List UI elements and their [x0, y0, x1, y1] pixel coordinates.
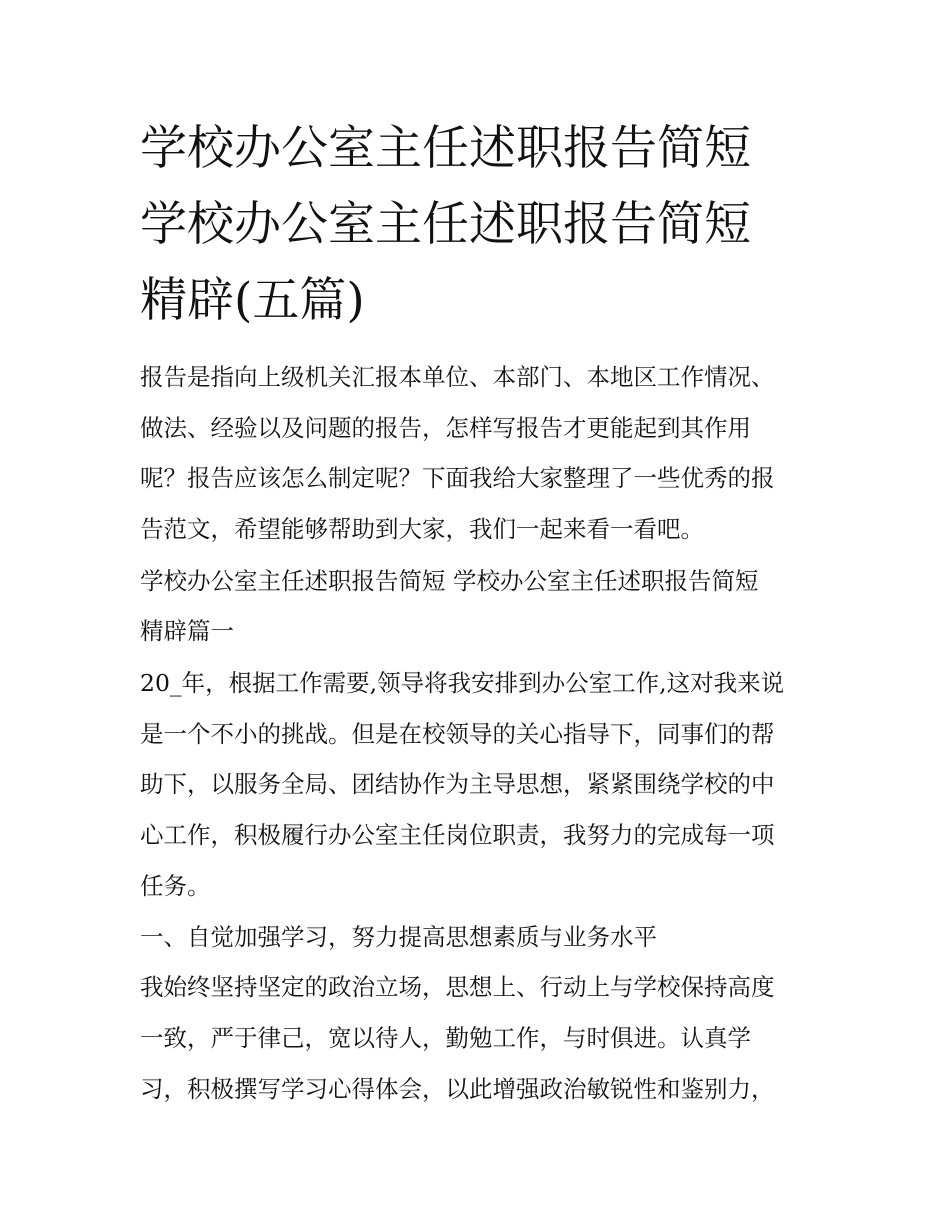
- body-line-11: 一致，严于律己，宽以待人，勤勉工作，与时俱进。认真学: [140, 1024, 751, 1052]
- body-line-4: 告范文，希望能够帮助到大家，我们一起来看一看吧。: [140, 515, 704, 543]
- body-line-2: 做法、经验以及问题的报告，怎样写报告才更能起到其作用: [140, 414, 751, 442]
- body-line-12: 习，积极撰写学习心得体会，以此增强政治敏锐性和鉴别力，: [140, 1075, 775, 1103]
- document-title-line-3: 精辟(五篇): [140, 273, 365, 328]
- section-heading-line-1: 学校办公室主任述职报告简短 学校办公室主任述职报告简短: [140, 567, 759, 595]
- subsection-heading: 一、自觉加强学习，努力提高思想素质与业务水平: [140, 923, 657, 951]
- body-line-1: 报告是指向上级机关汇报本单位、本部门、本地区工作情况、: [140, 363, 775, 391]
- body-line-10: 我始终坚持坚定的政治立场，思想上、行动上与学校保持高度: [140, 973, 775, 1001]
- document-title-line-1: 学校办公室主任述职报告简短: [140, 121, 751, 176]
- body-line-5: 20_年，根据工作需要,领导将我安排到办公室工作,这对我来说: [140, 669, 785, 697]
- document-title-line-2: 学校办公室主任述职报告简短: [140, 197, 751, 252]
- section-heading-line-2: 精辟篇一: [140, 617, 234, 645]
- body-line-6: 是一个不小的挑战。但是在校领导的关心指导下，同事们的帮: [140, 720, 775, 748]
- body-line-9: 任务。: [140, 872, 211, 900]
- body-line-7: 助下，以服务全局、团结协作为主导思想，紧紧围绕学校的中: [140, 770, 775, 798]
- body-line-3: 呢？报告应该怎么制定呢？下面我给大家整理了一些优秀的报: [140, 464, 775, 492]
- body-line-8: 心工作，积极履行办公室主任岗位职责，我努力的完成每一项: [140, 821, 775, 849]
